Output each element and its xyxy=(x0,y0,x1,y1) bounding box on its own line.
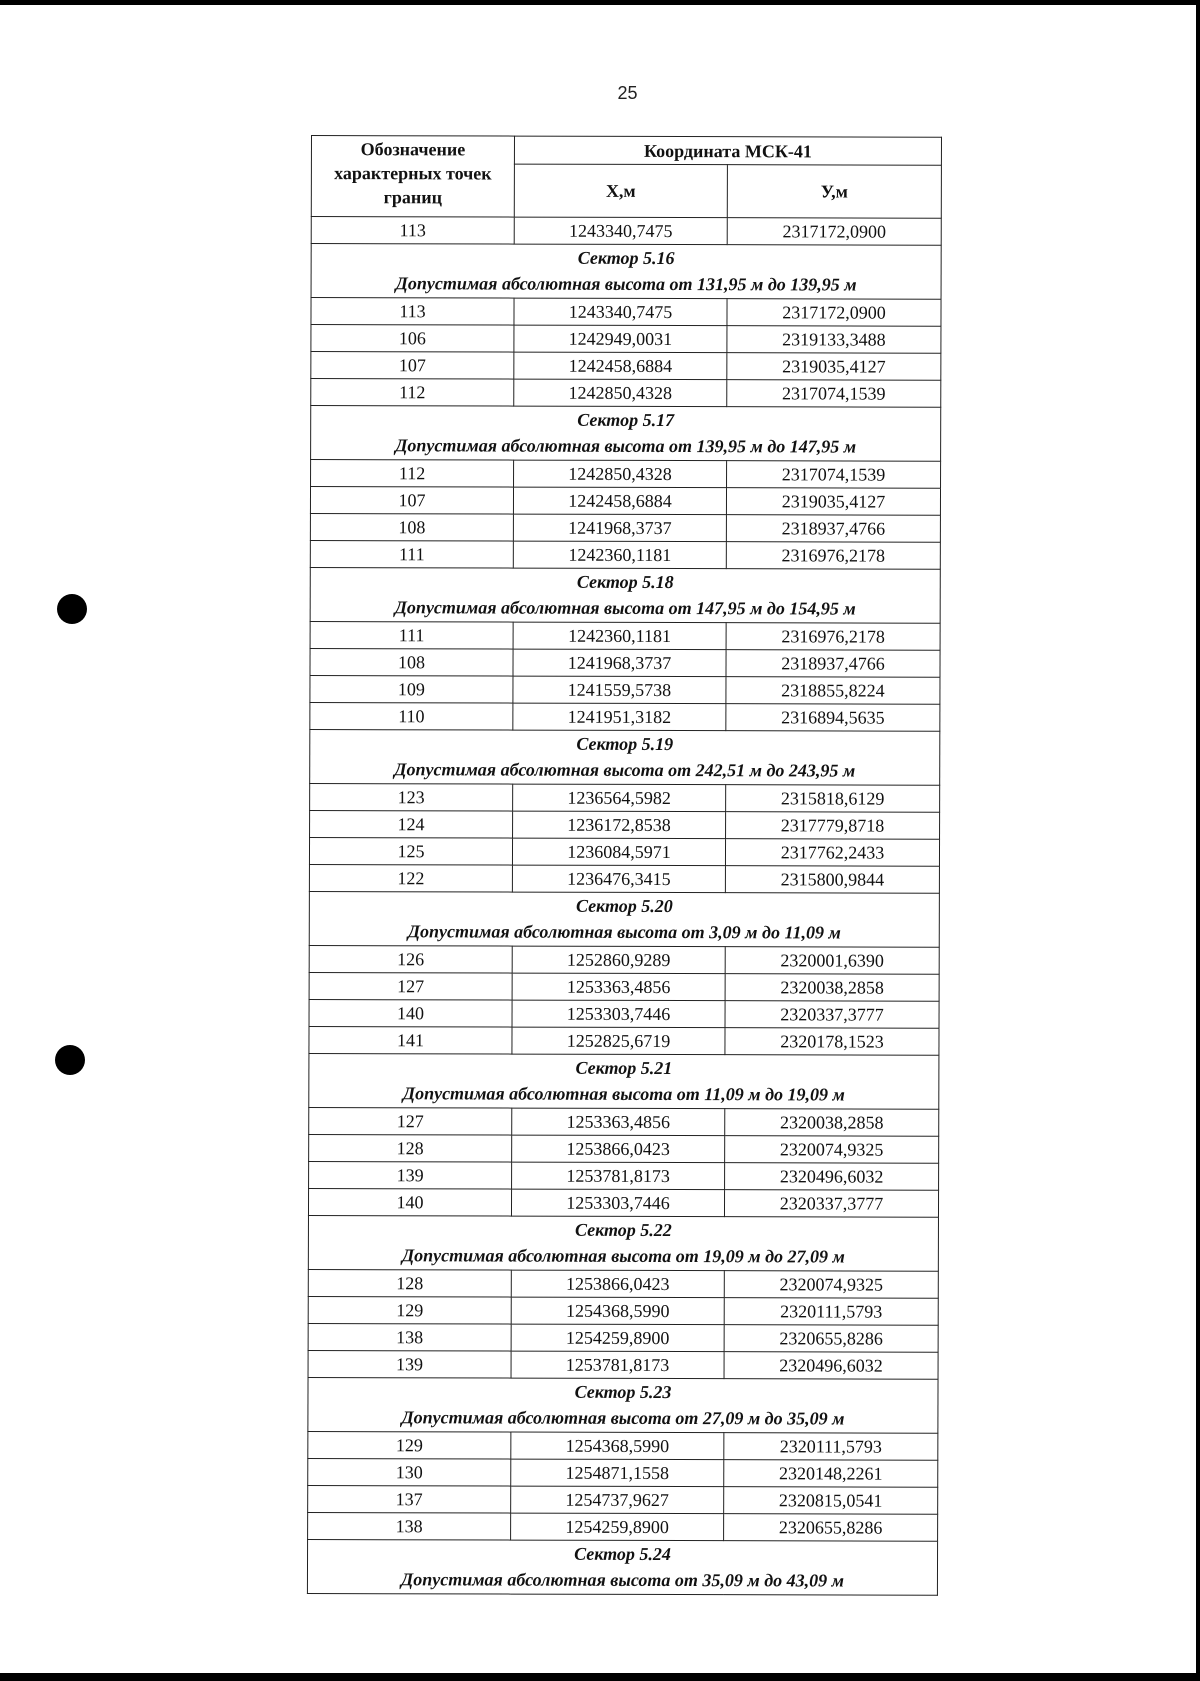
point-cell: 140 xyxy=(308,1188,511,1216)
table-row xyxy=(310,675,940,704)
x-cell: 1243340,7475 xyxy=(514,217,727,245)
sector-header xyxy=(309,891,939,947)
sector-title: Сектор 5.21 xyxy=(575,1057,673,1079)
point-cell: 107 xyxy=(311,352,514,380)
sector-header xyxy=(309,1053,939,1109)
point-cell: 111 xyxy=(310,540,513,568)
table-row xyxy=(310,702,940,731)
x-cell: 1252860,9289 xyxy=(512,946,725,974)
sector-header xyxy=(310,567,940,623)
sector-title: Сектор 5.22 xyxy=(575,1219,672,1241)
sector-height-range: Допустимая абсолютная высота от 27,09 м до 35,09 м xyxy=(401,1407,845,1429)
sector-title: Сектор 5.16 xyxy=(577,247,675,269)
table-row xyxy=(308,1323,938,1352)
point-cell: 127 xyxy=(309,1107,512,1135)
y-cell: 2320111,5793 xyxy=(724,1433,938,1461)
sector-header xyxy=(307,1539,937,1595)
point-cell: 128 xyxy=(309,1134,512,1162)
table-row xyxy=(309,1026,939,1055)
point-cell: 128 xyxy=(308,1269,511,1297)
sector-height-range: Допустимая абсолютная высота от 11,09 м до 19,09 м xyxy=(402,1083,845,1105)
point-cell: 129 xyxy=(308,1296,511,1324)
x-cell: 1253781,8173 xyxy=(511,1351,724,1379)
table-row xyxy=(309,1134,939,1163)
y-cell: 2320815,0541 xyxy=(724,1487,938,1515)
y-cell: 2320496,6032 xyxy=(725,1163,939,1191)
table-body xyxy=(307,217,941,1596)
y-cell: 2317779,8718 xyxy=(726,812,940,840)
x-cell: 1236172,8538 xyxy=(513,811,726,839)
x-cell: 1241968,3737 xyxy=(513,514,726,542)
y-cell: 2315800,9844 xyxy=(725,866,939,894)
header-y: У,м xyxy=(727,165,941,219)
y-cell: 2320074,9325 xyxy=(724,1271,938,1299)
sector-height-range: Допустимая абсолютная высота от 139,95 м до 147,95 м xyxy=(395,435,857,457)
x-cell: 1254259,8900 xyxy=(511,1324,724,1352)
y-cell: 2319035,4127 xyxy=(727,353,941,381)
table-row xyxy=(309,945,939,974)
point-cell: 138 xyxy=(308,1323,511,1351)
point-cell: 106 xyxy=(311,325,514,353)
y-cell: 2320038,2858 xyxy=(725,974,939,1002)
table-row xyxy=(308,1431,938,1460)
y-cell: 2317172,0900 xyxy=(727,218,941,246)
table-row xyxy=(311,379,941,408)
x-cell: 1241968,3737 xyxy=(513,649,726,677)
table-row xyxy=(310,648,940,677)
x-cell: 1254259,8900 xyxy=(511,1513,724,1541)
y-cell: 2318937,4766 xyxy=(726,515,940,543)
sector-title: Сектор 5.18 xyxy=(576,571,674,593)
punch-hole xyxy=(57,594,87,624)
table-row xyxy=(310,487,940,516)
y-cell: 2318855,8224 xyxy=(726,677,940,705)
y-cell: 2316976,2178 xyxy=(726,542,940,570)
point-cell: 141 xyxy=(309,1026,512,1054)
table-row xyxy=(309,999,939,1028)
x-cell: 1241951,3182 xyxy=(513,703,726,731)
table-row xyxy=(311,217,941,246)
sector-height-range: Допустимая абсолютная высота от 131,95 м до 139,95 м xyxy=(395,273,857,295)
sector-header xyxy=(311,244,941,300)
y-cell: 2320337,3777 xyxy=(725,1001,939,1029)
point-cell: 112 xyxy=(311,460,514,488)
sector-height-range: Допустимая абсолютная высота от 242,51 м до 243,95 м xyxy=(394,759,856,781)
sector-header xyxy=(308,1377,938,1433)
table-row xyxy=(309,1107,939,1136)
point-cell: 138 xyxy=(308,1512,511,1540)
point-cell: 108 xyxy=(310,513,513,541)
table-row xyxy=(308,1350,938,1379)
sector-title: Сектор 5.20 xyxy=(575,895,673,917)
y-cell: 2320074,9325 xyxy=(725,1136,939,1164)
punch-hole xyxy=(55,1045,85,1075)
y-cell: 2317074,1539 xyxy=(727,380,941,408)
x-cell: 1242458,6884 xyxy=(514,352,727,380)
x-cell: 1242458,6884 xyxy=(513,487,726,515)
y-cell: 2320111,5793 xyxy=(724,1298,938,1326)
point-cell: 125 xyxy=(309,837,512,865)
point-cell: 130 xyxy=(308,1458,511,1486)
table-row xyxy=(308,1458,938,1487)
point-cell: 127 xyxy=(309,972,512,1000)
table-row xyxy=(311,352,941,381)
table-row xyxy=(309,972,939,1001)
x-cell: 1241559,5738 xyxy=(513,676,726,704)
x-cell: 1242360,1181 xyxy=(513,622,726,650)
x-cell: 1242850,4328 xyxy=(514,379,727,407)
x-cell: 1236084,5971 xyxy=(512,838,725,866)
point-cell: 111 xyxy=(310,621,513,649)
coordinates-table xyxy=(307,135,942,1596)
y-cell: 2320148,2261 xyxy=(724,1460,938,1488)
header-point-label: Обозначение характерных точек границ xyxy=(311,136,514,218)
x-cell: 1254737,9627 xyxy=(511,1486,724,1514)
x-cell: 1242360,1181 xyxy=(513,541,726,569)
point-cell: 139 xyxy=(308,1350,511,1378)
x-cell: 1243340,7475 xyxy=(514,298,727,326)
point-cell: 109 xyxy=(310,675,513,703)
x-cell: 1242850,4328 xyxy=(514,460,727,488)
x-cell: 1254368,5990 xyxy=(511,1297,724,1325)
table-row xyxy=(311,460,941,489)
table-row xyxy=(310,540,940,569)
x-cell: 1236564,5982 xyxy=(513,784,726,812)
point-cell: 126 xyxy=(309,945,512,973)
table-row xyxy=(308,1188,938,1217)
sector-header xyxy=(311,406,941,462)
point-cell: 113 xyxy=(311,298,514,326)
y-cell: 2319035,4127 xyxy=(726,488,940,516)
point-cell: 108 xyxy=(310,648,513,676)
sector-height-range: Допустимая абсолютная высота от 3,09 м до 11,09 м xyxy=(407,921,841,943)
sector-height-range: Допустимая абсолютная высота от 147,95 м до 154,95 м xyxy=(394,597,856,619)
table-row xyxy=(308,1512,938,1541)
point-cell: 110 xyxy=(310,702,513,730)
x-cell: 1253303,7446 xyxy=(511,1189,724,1217)
point-cell: 137 xyxy=(308,1485,511,1513)
table-row xyxy=(311,298,941,327)
x-cell: 1253866,0423 xyxy=(511,1270,724,1298)
sector-header xyxy=(308,1215,938,1271)
x-cell: 1253866,0423 xyxy=(512,1135,725,1163)
header-x: Х,м xyxy=(514,164,727,218)
point-cell: 107 xyxy=(310,487,513,515)
sector-title: Сектор 5.19 xyxy=(576,733,674,755)
sector-title: Сектор 5.17 xyxy=(577,409,675,431)
sector-title: Сектор 5.24 xyxy=(574,1543,671,1565)
x-cell: 1236476,3415 xyxy=(512,865,725,893)
x-cell: 1253363,4856 xyxy=(512,973,725,1001)
point-cell: 122 xyxy=(309,864,512,892)
y-cell: 2315818,6129 xyxy=(726,785,940,813)
y-cell: 2320038,2858 xyxy=(725,1109,939,1137)
x-cell: 1253363,4856 xyxy=(512,1108,725,1136)
sector-height-range: Допустимая абсолютная высота от 19,09 м до 27,09 м xyxy=(401,1245,845,1267)
table-row xyxy=(308,1485,938,1514)
table-row xyxy=(310,810,940,839)
y-cell: 2320001,6390 xyxy=(725,947,939,975)
header-coord-group: Координата МСК-41 xyxy=(514,136,941,165)
point-cell: 124 xyxy=(310,810,513,838)
y-cell: 2320496,6032 xyxy=(724,1352,938,1380)
table-row xyxy=(310,621,940,650)
sector-title: Сектор 5.23 xyxy=(574,1381,672,1403)
table-row xyxy=(311,325,941,354)
y-cell: 2318937,4766 xyxy=(726,650,940,678)
y-cell: 2317172,0900 xyxy=(727,299,941,327)
table-row xyxy=(310,513,940,542)
y-cell: 2317762,2433 xyxy=(725,839,939,867)
sector-height-range: Допустимая абсолютная высота от 35,09 м до 43,09 м xyxy=(400,1569,845,1591)
point-cell: 139 xyxy=(309,1161,512,1189)
x-cell: 1253781,8173 xyxy=(512,1162,725,1190)
y-cell: 2320178,1523 xyxy=(725,1028,939,1056)
table-row xyxy=(310,783,940,812)
table-row xyxy=(308,1296,938,1325)
point-cell: 113 xyxy=(311,217,514,245)
y-cell: 2319133,3488 xyxy=(727,326,941,354)
x-cell: 1254368,5990 xyxy=(511,1432,724,1460)
table-row xyxy=(309,837,939,866)
point-cell: 123 xyxy=(310,783,513,811)
y-cell: 2317074,1539 xyxy=(727,461,941,489)
table-row xyxy=(308,1269,938,1298)
x-cell: 1242949,0031 xyxy=(514,325,727,353)
table-row xyxy=(309,864,939,893)
point-cell: 129 xyxy=(308,1431,511,1459)
x-cell: 1254871,1558 xyxy=(511,1459,724,1487)
sector-header xyxy=(310,729,940,785)
page-number: 25 xyxy=(617,83,638,103)
x-cell: 1253303,7446 xyxy=(512,1000,725,1028)
document-page xyxy=(0,5,1196,1673)
x-cell: 1252825,6719 xyxy=(512,1027,725,1055)
point-cell: 140 xyxy=(309,999,512,1027)
point-cell: 112 xyxy=(311,379,514,407)
y-cell: 2316894,5635 xyxy=(726,704,940,732)
y-cell: 2320655,8286 xyxy=(724,1514,938,1542)
table-row xyxy=(309,1161,939,1190)
y-cell: 2320655,8286 xyxy=(724,1325,938,1353)
y-cell: 2316976,2178 xyxy=(726,623,940,651)
y-cell: 2320337,3777 xyxy=(724,1190,938,1218)
